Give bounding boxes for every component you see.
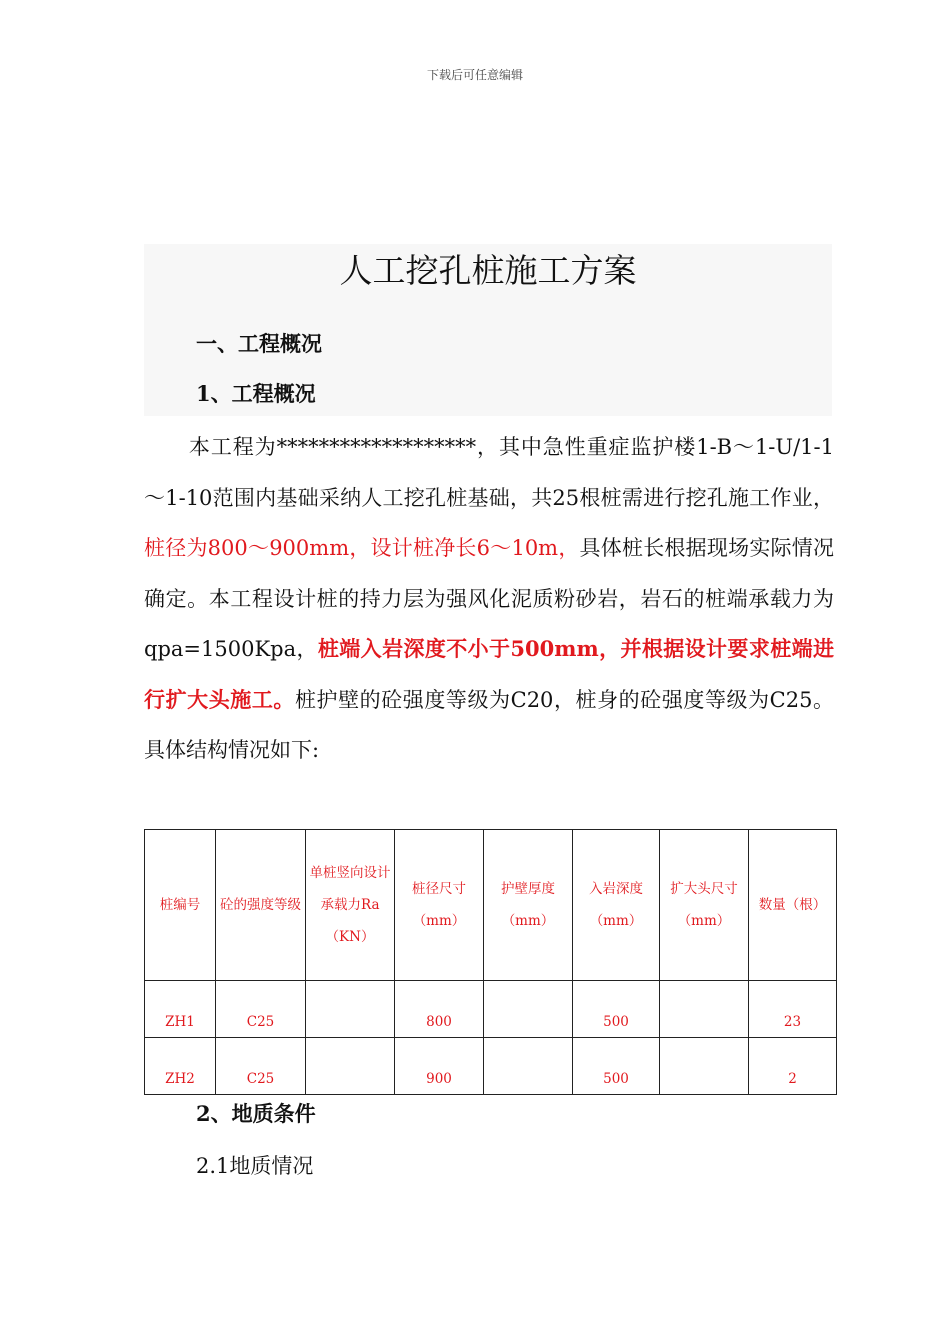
table-cell: 500 (573, 1038, 660, 1095)
table-header-row (145, 830, 837, 981)
table-cell: 23 (749, 981, 837, 1038)
table-cell: 500 (573, 981, 660, 1038)
table-header-cell: 护壁厚度（mm） (484, 830, 573, 981)
para-part-5: 桩护壁的砼强度等级为C20，桩身的砼强度等级为C25。具体结构情况如下: (144, 687, 835, 762)
table-cell (660, 1038, 749, 1095)
pile-spec-table (144, 829, 837, 1095)
subsection-heading-geology-detail: 2.1地质情况 (196, 1154, 314, 1178)
header-note: 下载后可任意编辑 (426, 68, 523, 82)
subsection-heading-geology: 2、地质条件 (196, 1101, 316, 1126)
table-cell (484, 981, 573, 1038)
table-cell (306, 981, 395, 1038)
table-cell (660, 981, 749, 1038)
table-header-cell: 桩径尺寸（mm） (395, 830, 484, 981)
table-header-cell: 入岩深度（mm） (573, 830, 660, 981)
para-part-2-highlight: 桩径为800～900mm，设计桩净长6～10m， (144, 536, 580, 560)
subsection-heading-overview: 1、工程概况 (196, 381, 316, 406)
table-header-cell: 扩大头尺寸（mm） (660, 830, 749, 981)
table-cell (484, 1038, 573, 1095)
table-cell: 900 (395, 1038, 484, 1095)
document-title: 人工挖孔桩施工方案 (339, 251, 637, 290)
table-cell (306, 1038, 395, 1095)
overview-paragraph (144, 422, 834, 776)
table-cell: ZH1 (145, 981, 216, 1038)
table-header-cell: 砼的强度等级 (216, 830, 306, 981)
table-cell: 800 (395, 981, 484, 1038)
table-header-cell: 单桩竖向设计承载力Ra（KN） (306, 830, 395, 981)
table-header-cell: 桩编号 (145, 830, 216, 981)
para-part-1: 本工程为*******************，其中急性重症监护楼1-B～1-U/1-1～1-10范围内基础采纳人工挖孔桩基础，共25根桩需进行挖孔施工作业， (144, 435, 834, 510)
table-cell: C25 (216, 1038, 306, 1095)
table-cell: ZH2 (145, 1038, 216, 1095)
table-row (145, 1038, 837, 1095)
table-header-cell: 数量（根） (749, 830, 837, 981)
table-cell: C25 (216, 981, 306, 1038)
para-part-4-highlight: 桩端入岩深度不小于500mm，并根据设计要求桩端进行扩大头施工。 (144, 636, 834, 712)
para-part-3: 具体桩长根据现场实际情况确定。本工程设计桩的持力层为强风化泥质粉砂岩，岩石的桩端承载力为qpa=1500Kpa， (144, 536, 834, 661)
table-row (145, 981, 837, 1038)
section-heading-overview: 一、工程概况 (196, 331, 322, 356)
table-cell: 2 (749, 1038, 837, 1095)
